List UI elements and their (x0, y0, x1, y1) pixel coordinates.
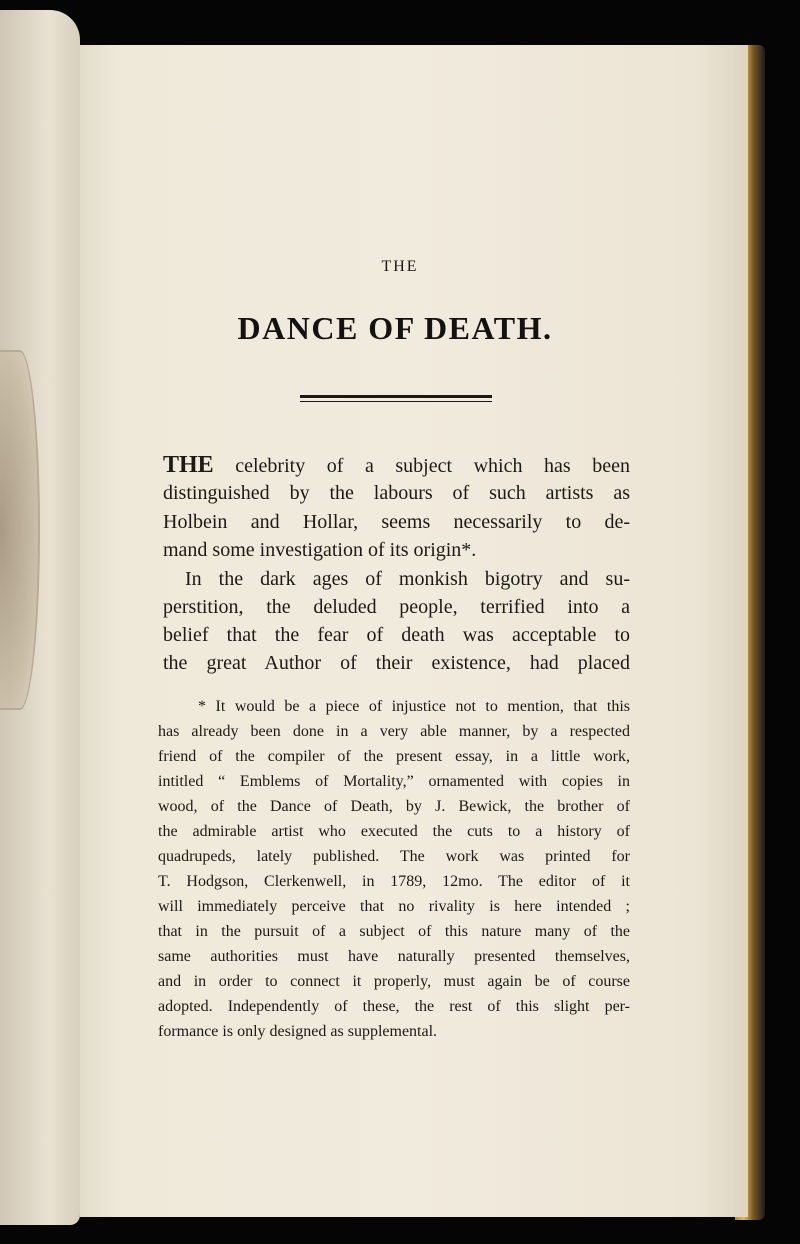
footnote-line: adopted. Independently of these, the rest of this slight per- (158, 998, 630, 1015)
body-line: In the dark ages of monkish bigotry and su- (185, 568, 630, 590)
title-the: THE (381, 258, 419, 275)
footnote-line: will immediately perceive that no rivality is here intended ; (158, 898, 630, 915)
page-title: DANCE OF DEATH. (237, 310, 553, 346)
footnote-line: that in the pursuit of a subject of this nature many of the (158, 923, 630, 940)
engraved-portrait-plate (0, 350, 40, 710)
footnote-line: has already been done in a very able manner, by a respected (158, 723, 630, 740)
footnote-line: wood, of the Dance of Death, by J. Bewick, the brother of (158, 798, 630, 815)
dropcap: THE (163, 452, 214, 478)
body-line: belief that the fear of death was acceptable to (163, 624, 630, 646)
footnote-line: intitled “ Emblems of Mortality,” ornamented with copies in (158, 773, 630, 790)
footnote-line: T. Hodgson, Clerkenwell, in 1789, 12mo. The editor of it (158, 873, 630, 890)
footnote-line: friend of the compiler of the present essay, in a little work, (158, 748, 630, 765)
footnote-line: * It would be a piece of injustice not to mention, that this (198, 698, 630, 715)
footnote-line: quadrupeds, lately published. The work was printed for (158, 848, 630, 865)
body-line (163, 452, 630, 480)
body-line-text: celebrity of a subject which has been (213, 455, 630, 477)
title-rule-thin (300, 401, 492, 402)
title-rule-thick (300, 395, 492, 398)
body-line: mand some investigation of its origin*. (163, 539, 477, 561)
body-line: distinguished by the labours of such artists as (163, 482, 630, 504)
body-line: the great Author of their existence, had placed (163, 652, 630, 674)
facing-page (0, 10, 80, 1225)
footnote-line: and in order to connect it properly, must again be of course (158, 973, 630, 990)
footnote-line: same authorities must have naturally presented themselves, (158, 948, 630, 965)
body-line: Holbein and Hollar, seems necessarily to de- (163, 511, 630, 533)
footnote-line: formance is only designed as supplemental. (158, 1023, 438, 1040)
footnote-line: the admirable artist who executed the cuts to a history of (158, 823, 630, 840)
body-line: perstition, the deluded people, terrified into a (163, 596, 630, 618)
